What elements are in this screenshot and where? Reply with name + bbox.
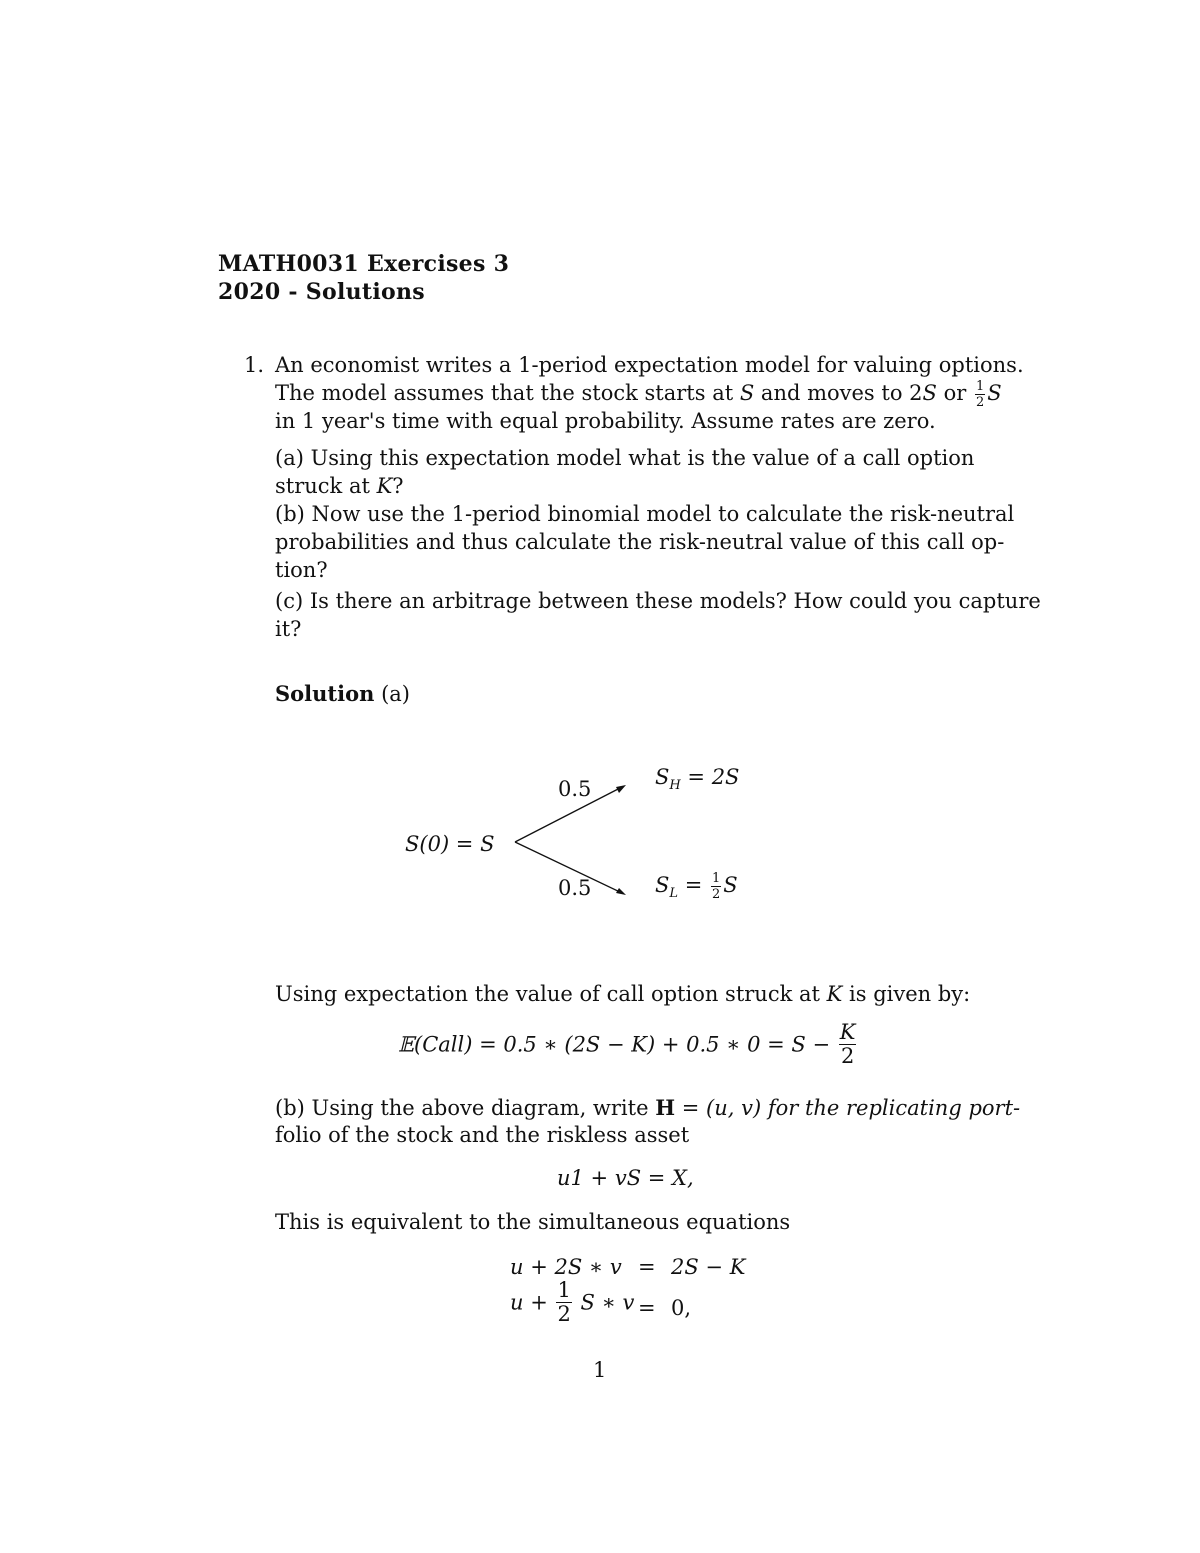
expectation-equation-left: 𝔼(Call) = 0.5 ∗ (2S − K) + 0.5 ∗ 0 = S − bbox=[398, 1032, 831, 1057]
part-a-qmark: ? bbox=[392, 474, 404, 498]
intro-half-fraction bbox=[975, 380, 985, 409]
expectation-frac-num: K bbox=[839, 1020, 856, 1044]
document-title: MATH0031 Exercises 3 bbox=[218, 251, 510, 277]
solution-b-h: H bbox=[655, 1095, 676, 1120]
sim-eq-row2-part-a: u + bbox=[510, 1290, 548, 1315]
tree-down-den: 2 bbox=[712, 887, 721, 902]
tree-up-node bbox=[655, 765, 739, 793]
part-c-line1: (c) Is there an arbitrage between these models? How could you capture bbox=[275, 589, 1041, 613]
part-a-text: struck at bbox=[275, 474, 370, 498]
sim-eq-row2-right: 0, bbox=[671, 1296, 692, 1320]
intro-var-s3: S bbox=[987, 381, 1002, 405]
part-a-line2 bbox=[275, 474, 404, 498]
solution-b-text2: = (u, v) for the replicating port- bbox=[681, 1096, 1021, 1120]
replicating-equation: u1 + vS = X, bbox=[557, 1166, 694, 1190]
tree-root-label: S(0) = S bbox=[405, 832, 495, 856]
solution-a-heading-part: (a) bbox=[381, 682, 410, 706]
sim-eq-row2-equals: = bbox=[638, 1296, 656, 1320]
expectation-equation-fraction bbox=[839, 1022, 857, 1067]
tree-down-node-s: S bbox=[655, 873, 670, 897]
tree-down-node-sub: L bbox=[669, 886, 679, 902]
intro-text-or: or bbox=[943, 381, 967, 405]
sim-eq-row1-left: u + 2S ∗ v bbox=[510, 1255, 622, 1279]
intro-text-2: and moves to 2 bbox=[760, 381, 923, 405]
simultaneous-intro: This is equivalent to the simultaneous equations bbox=[275, 1210, 791, 1234]
page-number: 1 bbox=[593, 1358, 607, 1382]
sim-eq-row2-left bbox=[510, 1280, 634, 1325]
tree-arrow-down bbox=[616, 888, 626, 895]
sim-eq-row2-num: 1 bbox=[557, 1278, 571, 1302]
solution-b-text1: (b) Using the above diagram, write bbox=[275, 1096, 649, 1120]
expectation-intro-k: K bbox=[826, 982, 843, 1006]
intro-var-s2: S bbox=[922, 381, 937, 405]
part-b-line1: (b) Now use the 1-period binomial model to calculate the risk-neutral bbox=[275, 502, 1015, 526]
intro-half-den: 2 bbox=[975, 395, 985, 410]
solution-b-line2: folio of the stock and the riskless asset bbox=[275, 1123, 690, 1147]
expectation-equation bbox=[398, 1022, 858, 1067]
tree-up-node-value: = 2S bbox=[687, 765, 740, 789]
tree-up-node-sub: H bbox=[669, 778, 681, 794]
sim-eq-row1-equals: = bbox=[638, 1255, 656, 1279]
part-b-line3: tion? bbox=[275, 558, 328, 582]
tree-down-num: 1 bbox=[712, 871, 721, 886]
solution-b-line1 bbox=[275, 1095, 1020, 1120]
sim-eq-row2-part-b: S ∗ v bbox=[580, 1290, 635, 1315]
intro-half-num: 1 bbox=[975, 379, 985, 394]
intro-text-1: The model assumes that the stock starts at bbox=[275, 381, 734, 405]
sim-eq-row2-den: 2 bbox=[557, 1302, 571, 1326]
question-intro-line1: An economist writes a 1-period expectation model for valuing options. bbox=[275, 353, 1024, 377]
tree-prob-down: 0.5 bbox=[558, 876, 592, 900]
expectation-intro-text: Using expectation the value of call option struck at bbox=[275, 982, 820, 1006]
sim-eq-row2-fraction bbox=[556, 1280, 571, 1325]
tree-down-node-tail: S bbox=[723, 873, 738, 897]
part-a-line1: (a) Using this expectation model what is the value of a call option bbox=[275, 446, 975, 470]
question-intro-line2 bbox=[275, 380, 1002, 409]
expectation-frac-den: 2 bbox=[840, 1044, 855, 1068]
part-a-var-k: K bbox=[376, 474, 393, 498]
tree-arrow-up bbox=[616, 785, 626, 793]
tree-up-node-s: S bbox=[655, 765, 670, 789]
tree-down-node bbox=[655, 872, 738, 901]
part-b-line2: probabilities and thus calculate the risk-neutral value of this call op- bbox=[275, 530, 1005, 554]
expectation-intro bbox=[275, 982, 970, 1006]
expectation-intro-end: is given by: bbox=[849, 982, 971, 1006]
sim-eq-row1-right: 2S − K bbox=[671, 1255, 746, 1279]
tree-down-fraction bbox=[711, 872, 721, 901]
tree-down-node-eq: = bbox=[684, 873, 703, 897]
tree-prob-up: 0.5 bbox=[558, 777, 592, 801]
part-c-line2: it? bbox=[275, 617, 302, 641]
solution-a-heading-bold: Solution bbox=[275, 681, 375, 706]
question-number: 1. bbox=[244, 353, 265, 377]
document-subtitle: 2020 - Solutions bbox=[218, 279, 425, 305]
question-intro-line3: in 1 year's time with equal probability. Assume rates are zero. bbox=[275, 409, 936, 433]
intro-var-s: S bbox=[739, 381, 755, 405]
solution-a-heading bbox=[275, 681, 410, 706]
